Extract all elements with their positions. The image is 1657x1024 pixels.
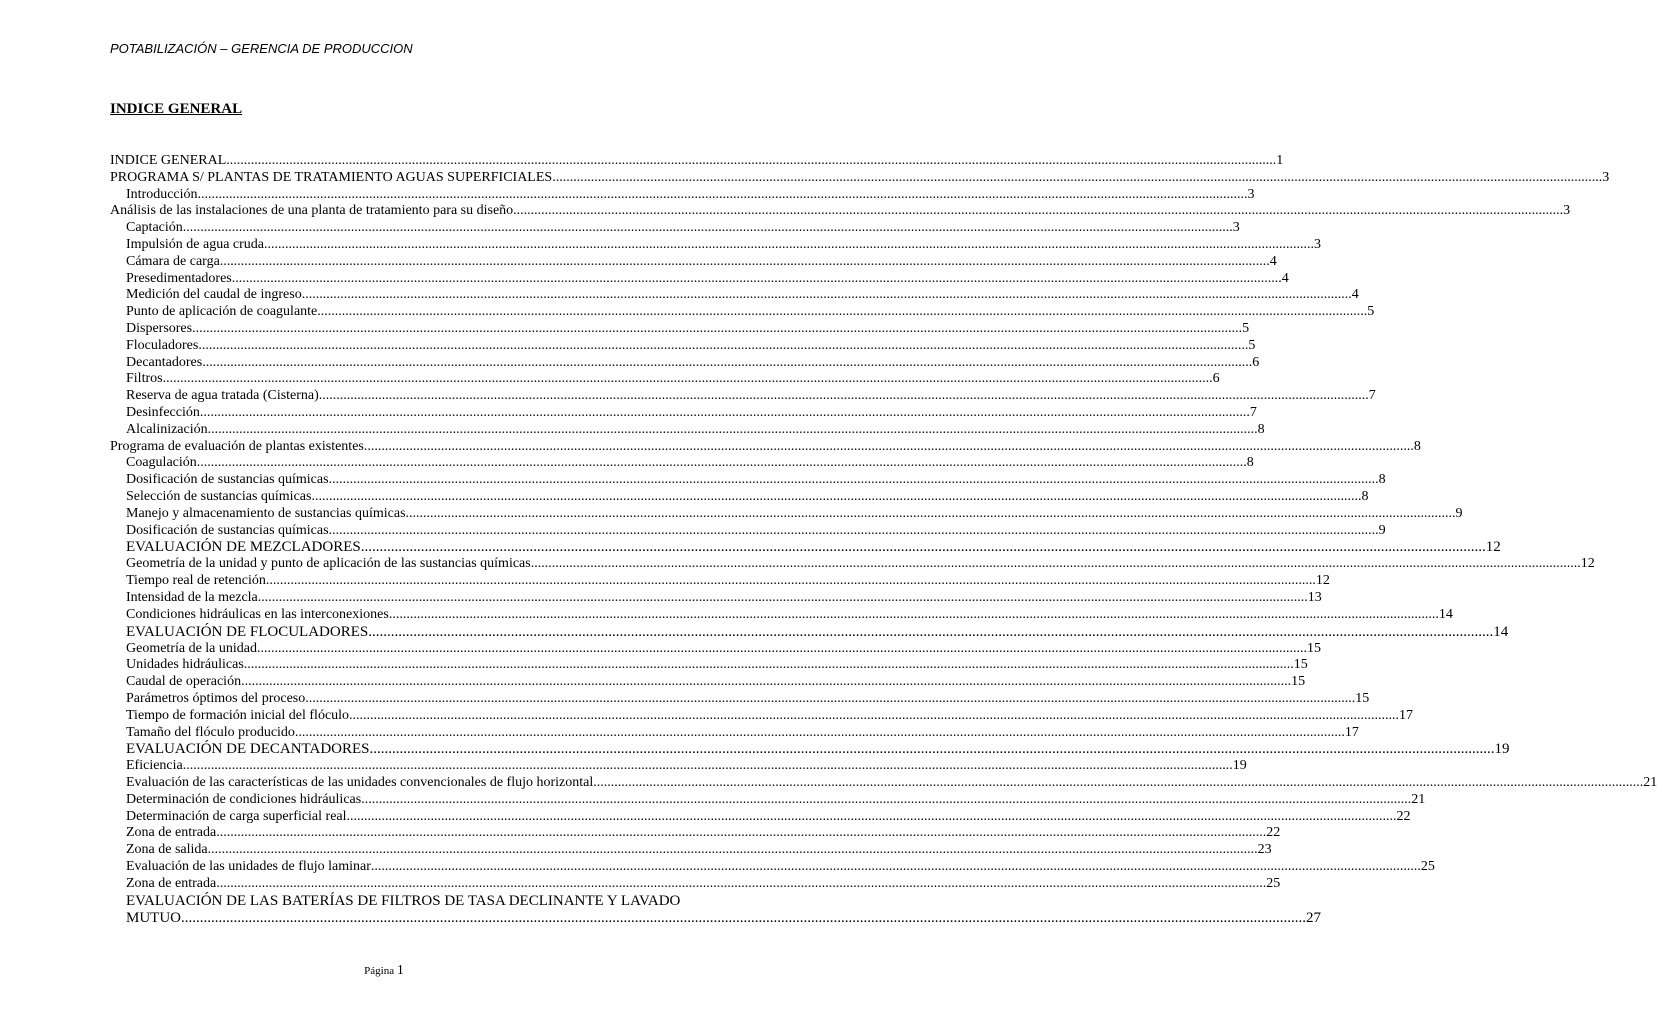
toc-entry[interactable] — [110, 859, 1435, 876]
toc-entry-title: Tamaño del flóculo producido — [126, 724, 295, 740]
toc-leader-dots: ............................................................................................................................................................................................................................................................................................................ — [530, 556, 1581, 572]
toc-leader-dots: ............................................................................................................................................................................................................................................................................................................ — [346, 808, 1397, 824]
toc-entry-title: Zona de salida — [126, 842, 208, 858]
toc-entry-page: 8 — [1246, 455, 1254, 471]
toc-entry[interactable] — [110, 623, 1509, 641]
toc-entry-title: Condiciones hidráulicas en las interconexiones — [126, 606, 389, 622]
toc-entry[interactable] — [110, 337, 1256, 355]
page-title: INDICE GENERAL — [110, 101, 243, 117]
toc-leader-dots: ............................................................................................................................................................................................................................................................................................................ — [198, 337, 1249, 353]
toc-entry[interactable] — [110, 253, 1277, 271]
toc-entry-page: 25 — [1420, 859, 1435, 875]
toc-entry-page: 1 — [1276, 153, 1284, 168]
toc-entry[interactable] — [110, 892, 1321, 927]
toc-entry-title: Evaluación de las características de las unidades convencionales de flujo horizontal — [126, 775, 594, 791]
toc-leader-dots: ............................................................................................................................................................................................................................................................................................................ — [231, 270, 1282, 286]
toc-entry-title: Filtros — [126, 371, 163, 387]
toc-entry[interactable] — [110, 606, 1453, 624]
page-footer — [0, 963, 768, 979]
toc-leader-dots: ............................................................................................................................................................................................................................................................................................................ — [196, 455, 1247, 471]
toc-entry-title: EVALUACIÓN DE MEZCLADORES — [126, 539, 361, 556]
page-number: 1 — [396, 963, 404, 978]
toc-leader-dots: ............................................................................................................................................................................................................................................................................................................ — [368, 623, 1494, 640]
toc-entry-page: 8 — [1378, 472, 1386, 488]
toc-entry-title: Tiempo de formación inicial del flóculo — [126, 707, 350, 723]
toc-leader-dots: ............................................................................................................................................................................................................................................................................................................ — [349, 707, 1400, 723]
toc-entry-title: Determinación de carga superficial real — [126, 808, 347, 824]
toc-entry[interactable] — [110, 472, 1386, 489]
toc-entry-page: 15 — [1291, 674, 1306, 690]
toc-entry-page: 14 — [1438, 606, 1453, 622]
toc-leader-dots: ............................................................................................................................................................................................................................................................................................................ — [305, 690, 1356, 706]
toc-entry[interactable] — [110, 270, 1289, 288]
toc-entry[interactable] — [110, 825, 1281, 842]
toc-entry[interactable] — [110, 690, 1370, 708]
toc-entry[interactable] — [110, 573, 1330, 590]
toc-entry-title: Dispersores — [126, 320, 193, 336]
toc-entry[interactable] — [110, 169, 1610, 187]
toc-leader-dots: ............................................................................................................................................................................................................................................................................................................ — [328, 472, 1379, 488]
toc-entry[interactable] — [110, 388, 1376, 405]
toc-entry-title: Unidades hidráulicas — [126, 657, 244, 673]
toc-leader-dots: ............................................................................................................................................................................................................................................................................................................ — [182, 758, 1233, 774]
toc-entry-page: 9 — [1378, 522, 1386, 538]
toc-leader-dots: ............................................................................................................................................................................................................................................................................................................ — [552, 169, 1603, 185]
toc-leader-dots: ............................................................................................................................................................................................................................................................................................................ — [294, 724, 1345, 740]
toc-entry-title: Cámara de carga — [126, 253, 220, 269]
toc-entry[interactable] — [110, 236, 1322, 254]
toc-entry-page: 12 — [1485, 539, 1501, 556]
toc-entry-title: Zona de entrada — [126, 825, 217, 841]
toc-entry-title: Impulsión de agua cruda — [126, 236, 265, 252]
toc-entry-title: PROGRAMA S/ PLANTAS DE TRATAMIENTO AGUAS SUPERFICIALES — [110, 169, 553, 185]
toc-entry[interactable] — [110, 657, 1308, 674]
toc-entry[interactable] — [110, 842, 1272, 859]
toc-entry-page: 17 — [1399, 707, 1414, 723]
toc-leader-dots: ............................................................................................................................................................................................................................................................................................................ — [197, 186, 1248, 202]
toc-entry[interactable] — [110, 808, 1411, 826]
toc-entry[interactable] — [110, 758, 1247, 775]
table-of-contents — [110, 153, 1657, 927]
toc-entry-title: Presedimentadores — [126, 270, 232, 286]
toc-entry[interactable] — [110, 421, 1265, 439]
toc-entry-page: 6 — [1212, 371, 1220, 387]
toc-leader-dots: ............................................................................................................................................................................................................................................................................................................ — [328, 522, 1379, 538]
toc-leader-dots: ............................................................................................................................................................................................................................................................................................................ — [513, 203, 1564, 219]
toc-entry-title: Captación — [126, 220, 183, 236]
toc-entry-page: 12 — [1580, 556, 1595, 572]
toc-entry-title: Manejo y almacenamiento de sustancias químicas — [126, 505, 406, 521]
toc-entry[interactable] — [110, 304, 1375, 321]
toc-entry-title: Reserva de agua tratada (Cisterna) — [126, 388, 319, 404]
toc-leader-dots: ............................................................................................................................................................................................................................................................................................................ — [361, 791, 1412, 807]
toc-entry-page: 7 — [1368, 388, 1376, 404]
toc-entry-title: Evaluación de las unidades de flujo laminar — [126, 859, 371, 875]
toc-entry-page: 14 — [1493, 623, 1509, 640]
toc-leader-dots: ............................................................................................................................................................................................................................................................................................................ — [202, 354, 1253, 370]
toc-leader-dots: ............................................................................................................................................................................................................................................................................................................ — [207, 421, 1258, 437]
toc-entry-title: Punto de aplicación de coagulante — [126, 304, 318, 320]
toc-entry-title: EVALUACIÓN DE LAS BATERÍAS DE FILTROS DE TASA DECLINANTE Y LAVADO — [126, 892, 681, 909]
toc-entry-title: Dosificación de sustancias químicas — [126, 472, 329, 488]
toc-entry[interactable] — [110, 741, 1510, 758]
toc-entry[interactable] — [110, 203, 1571, 220]
toc-entry-title: Programa de evaluación de plantas existentes — [110, 438, 364, 454]
toc-leader-dots: ............................................................................................................................................................................................................................................................................................................ — [241, 674, 1292, 690]
toc-entry-page: 4 — [1269, 253, 1277, 269]
toc-entry[interactable] — [110, 522, 1386, 540]
toc-entry-page: 5 — [1367, 304, 1375, 320]
toc-leader-dots: ............................................................................................................................................................................................................................................................................................................ — [265, 573, 1316, 589]
toc-entry-page: 15 — [1355, 690, 1370, 706]
toc-leader-dots: ............................................................................................................................................................................................................................................................................................................ — [363, 438, 1414, 454]
toc-leader-dots: ............................................................................................................................................................................................................................................................................................................ — [257, 589, 1308, 605]
toc-entry[interactable] — [110, 707, 1414, 725]
toc-leader-dots: ............................................................................................................................................................................................................................................................................................................ — [207, 842, 1258, 858]
toc-entry-page: 4 — [1281, 270, 1289, 286]
page-header: POTABILIZACIÓN – GERENCIA DE PRODUCCION — [110, 41, 413, 56]
toc-leader-dots: ............................................................................................................................................................................................................................................................................................................ — [216, 875, 1267, 891]
toc-entry-page: 6 — [1252, 354, 1260, 370]
toc-leader-dots: ............................................................................................................................................................................................................................................................................................................ — [369, 741, 1495, 758]
toc-entry-title: Selección de sustancias químicas — [126, 488, 312, 504]
toc-entry-page: 22 — [1266, 825, 1281, 841]
toc-leader-dots: ............................................................................................................................................................................................................................................................................................................ — [317, 304, 1368, 320]
toc-leader-dots: ............................................................................................................................................................................................................................................................................................................ — [182, 220, 1233, 236]
toc-entry[interactable] — [110, 186, 1255, 204]
toc-entry[interactable] — [110, 589, 1322, 607]
toc-entry-page: 19 — [1232, 758, 1247, 774]
toc-entry[interactable] — [110, 404, 1257, 422]
toc-entry-page: 7 — [1249, 404, 1257, 420]
toc-leader-dots: ............................................................................................................................................................................................................................................................................................................ — [199, 404, 1250, 420]
toc-entry[interactable] — [110, 153, 1284, 170]
toc-entry-page: 8 — [1257, 421, 1265, 437]
page-label: Página — [364, 965, 395, 977]
toc-entry[interactable] — [110, 556, 1595, 573]
toc-entry-title: Eficiencia — [126, 758, 183, 774]
toc-entry[interactable] — [110, 539, 1501, 556]
toc-entry-title: Desinfección — [126, 404, 200, 420]
toc-entry-page: 8 — [1361, 488, 1369, 504]
toc-entry-page: 3 — [1232, 220, 1240, 236]
toc-entry-title: Geometría de la unidad y punto de aplicación de las sustancias químicas — [126, 556, 531, 572]
toc-entry-page: 19 — [1494, 741, 1510, 758]
toc-entry-page: 4 — [1351, 287, 1359, 303]
toc-entry-page: 22 — [1396, 808, 1411, 824]
toc-entry-page: 3 — [1247, 186, 1255, 202]
toc-leader-dots: ............................................................................................................................................................................................................................................................................................................ — [192, 320, 1243, 336]
toc-entry-title: Parámetros óptimos del proceso — [126, 690, 306, 706]
toc-leader-dots: ............................................................................................................................................................................................................................................................................................................ — [264, 236, 1315, 252]
toc-leader-dots: ............................................................................................................................................................................................................................................................................................................ — [257, 640, 1308, 656]
toc-leader-dots: ............................................................................................................................................................................................................................................................................................................ — [243, 657, 1294, 673]
toc-entry[interactable] — [110, 220, 1240, 237]
toc-entry[interactable] — [110, 354, 1260, 372]
toc-leader-dots: ............................................................................................................................................................................................................................................................................................................ — [593, 775, 1644, 791]
toc-entry[interactable] — [110, 488, 1369, 506]
toc-leader-dots: ............................................................................................................................................................................................................................................................................................................ — [360, 539, 1486, 556]
toc-entry-title: Caudal de operación — [126, 674, 242, 690]
toc-entry-title: Coagulación — [126, 455, 197, 471]
toc-entry[interactable] — [110, 791, 1426, 809]
toc-entry-title: EVALUACIÓN DE FLOCULADORES — [126, 623, 369, 640]
toc-entry-title: Intensidad de la mezcla — [126, 589, 258, 605]
toc-entry-page: 15 — [1307, 640, 1322, 656]
toc-entry[interactable] — [110, 371, 1220, 388]
toc-entry-page: 5 — [1242, 320, 1250, 336]
toc-leader-dots: ............................................................................................................................................................................................................................................................................................................ — [219, 253, 1270, 269]
toc-entry-title: Análisis de las instalaciones de una planta de tratamiento para su diseño — [110, 203, 514, 219]
toc-entry-page: 3 — [1563, 203, 1571, 219]
toc-entry-page: 15 — [1293, 657, 1308, 673]
toc-entry-title: Medición del caudal de ingreso — [126, 287, 302, 303]
toc-entry-page: 9 — [1455, 505, 1463, 521]
toc-entry-title: Geometría de la unidad — [126, 640, 258, 656]
toc-entry-title: Floculadores — [126, 337, 199, 353]
toc-entry-title: Tiempo real de retención — [126, 573, 266, 589]
toc-entry-title: Introducción — [126, 186, 198, 202]
toc-entry-page: 21 — [1411, 791, 1426, 807]
toc-entry-page: 13 — [1307, 589, 1322, 605]
toc-entry[interactable] — [110, 287, 1359, 304]
toc-entry-page: 3 — [1602, 169, 1610, 185]
toc-entry[interactable] — [110, 724, 1359, 742]
toc-entry-page: 12 — [1315, 573, 1330, 589]
toc-entry[interactable] — [110, 455, 1254, 472]
toc-entry-page: 5 — [1248, 337, 1256, 353]
toc-entry-page: 27 — [1306, 909, 1321, 926]
toc-entry[interactable] — [110, 875, 1281, 893]
toc-leader-dots: ............................................................................................................................................................................................................................................................................................................ — [318, 388, 1369, 404]
toc-entry-page: 8 — [1413, 438, 1421, 454]
toc-entry-title: Determinación de condiciones hidráulicas — [126, 791, 362, 807]
toc-leader-dots: ............................................................................................................................................................................................................................................................................................................ — [216, 825, 1267, 841]
toc-leader-dots: ............................................................................................................................................................................................................................................................................................................ — [181, 909, 1306, 926]
toc-entry[interactable] — [110, 775, 1657, 792]
toc-entry-title: Alcalinización — [126, 421, 208, 437]
toc-entry-page: 17 — [1344, 724, 1359, 740]
toc-leader-dots: ............................................................................................................................................................................................................................................................................................................ — [311, 488, 1362, 504]
toc-entry[interactable] — [110, 320, 1250, 338]
toc-entry-title: Zona de entrada — [126, 875, 217, 891]
toc-leader-dots: ............................................................................................................................................................................................................................................................................................................ — [370, 859, 1421, 875]
toc-leader-dots: ............................................................................................................................................................................................................................................................................................................ — [405, 505, 1456, 521]
toc-entry-title: Decantadores — [126, 354, 203, 370]
toc-leader-dots: ............................................................................................................................................................................................................................................................................................................ — [301, 287, 1352, 303]
toc-entry-title-continued: MUTUO — [126, 909, 181, 926]
toc-entry-page: 25 — [1266, 875, 1281, 891]
toc-entry[interactable] — [110, 438, 1421, 456]
toc-leader-dots: ............................................................................................................................................................................................................................................................................................................ — [388, 606, 1439, 622]
toc-leader-dots: ............................................................................................................................................................................................................................................................................................................ — [226, 153, 1277, 168]
toc-entry[interactable] — [110, 674, 1306, 691]
toc-leader-dots: ............................................................................................................................................................................................................................................................................................................ — [162, 371, 1213, 387]
toc-entry-title: Dosificación de sustancias químicas — [126, 522, 329, 538]
toc-entry[interactable] — [110, 640, 1322, 658]
toc-entry-page: 23 — [1257, 842, 1272, 858]
toc-entry-title: EVALUACIÓN DE DECANTADORES — [126, 741, 370, 758]
toc-entry-page: 21 — [1643, 775, 1657, 791]
toc-entry[interactable] — [110, 505, 1463, 523]
toc-entry-page: 3 — [1314, 236, 1322, 252]
toc-entry-title: INDICE GENERAL — [110, 153, 227, 168]
